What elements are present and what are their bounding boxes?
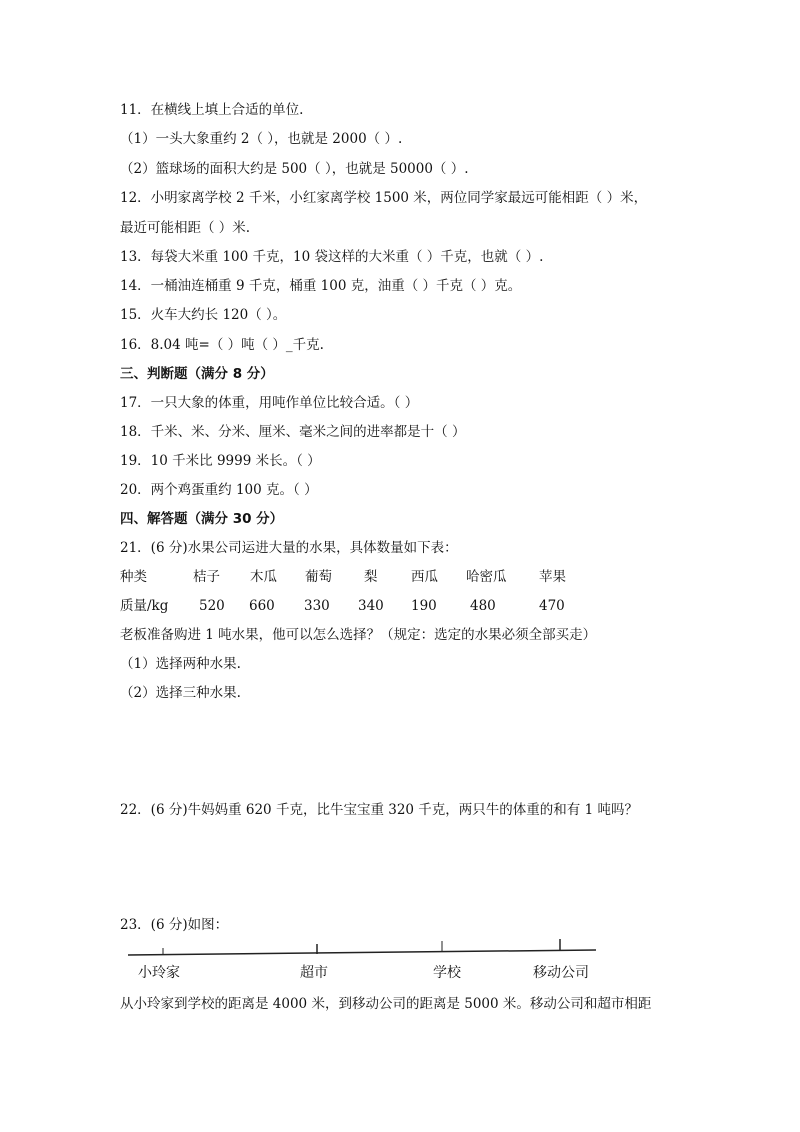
q14: 14．一桶油连桶重 9 千克，桶重 100 克，油重（ ）千克（ ）克。 (120, 278, 522, 294)
table-cell: 苹果 (539, 569, 566, 585)
table-cell: 190 (411, 598, 437, 614)
table-cell: 梨 (364, 569, 378, 585)
q20: 20．两个鸡蛋重约 100 克。（ ） (120, 482, 318, 498)
table-cell: 木瓜 (250, 569, 277, 585)
q21-part2: （2）选择三种水果. (120, 685, 241, 701)
map-label-mobile-company: 移动公司 (533, 965, 589, 981)
q12-line1: 12．小明家离学校 2 千米，小红家离学校 1500 米，两位同学家最远可能相距（ ）米， (120, 190, 648, 206)
q13: 13．每袋大米重 100 千克，10 袋这样的大米重（ ）千克，也就（ ）. (120, 249, 544, 265)
table-cell: 470 (539, 598, 565, 614)
map-label-supermarket: 超市 (300, 965, 328, 981)
q21-note: 老板准备购进 1 吨水果，他可以怎么选择？（规定：选定的水果必须全部买走） (120, 627, 597, 643)
route-line (128, 950, 596, 955)
q11-part1: （1）一头大象重约 2（ ），也就是 2000（ ）. (120, 131, 403, 147)
table-cell: 哈密瓜 (466, 569, 507, 585)
table-cell: 660 (249, 598, 275, 614)
q16: 16．8.04 吨=（ ）吨（ ）_千克. (120, 337, 324, 353)
table-cell: 480 (470, 598, 496, 614)
q19: 19．10 千米比 9999 米长。（ ） (120, 453, 321, 469)
q23: 23．(6 分)如图： (120, 917, 229, 933)
q17: 17．一只大象的体重，用吨作单位比较合适。（ ） (120, 395, 419, 411)
q15: 15．火车大约长 120（ ）。 (120, 307, 287, 323)
table-cell: 330 (304, 598, 330, 614)
table-cell: 西瓜 (411, 569, 438, 585)
q11-title: 11．在横线上填上合适的单位. (120, 102, 304, 118)
map-label-school: 学校 (433, 965, 461, 981)
table-cell: 种类 (120, 569, 147, 585)
table-cell: 葡萄 (305, 569, 332, 585)
table-cell: 质量/kg (120, 598, 169, 614)
q18: 18．千米、米、分米、厘米、毫米之间的进率都是十（ ） (120, 424, 466, 440)
map-label-home: 小玲家 (138, 965, 180, 981)
table-cell: 340 (358, 598, 384, 614)
q22: 22．(6 分)牛妈妈重 620 千克，比牛宝宝重 320 千克，两只牛的体重的和有 1 吨吗？ (120, 802, 638, 818)
table-cell: 桔子 (193, 569, 220, 585)
q21: 21．(6 分)水果公司运进大量的水果，具体数量如下表： (120, 540, 458, 556)
table-cell: 520 (199, 598, 225, 614)
q21-part1: （1）选择两种水果. (120, 656, 241, 672)
q12-line2: 最近可能相距（ ）米. (120, 220, 251, 236)
q23-text: 从小玲家到学校的距离是 4000 米，到移动公司的距离是 5000 米。移动公司和超市相距 (120, 996, 652, 1012)
section-4-heading: 四、解答题（满分 30 分） (120, 511, 284, 527)
section-3-heading: 三、判断题（满分 8 分） (120, 366, 274, 382)
q11-part2: （2）篮球场的面积大约是 500（ ），也就是 50000（ ）. (120, 161, 469, 177)
